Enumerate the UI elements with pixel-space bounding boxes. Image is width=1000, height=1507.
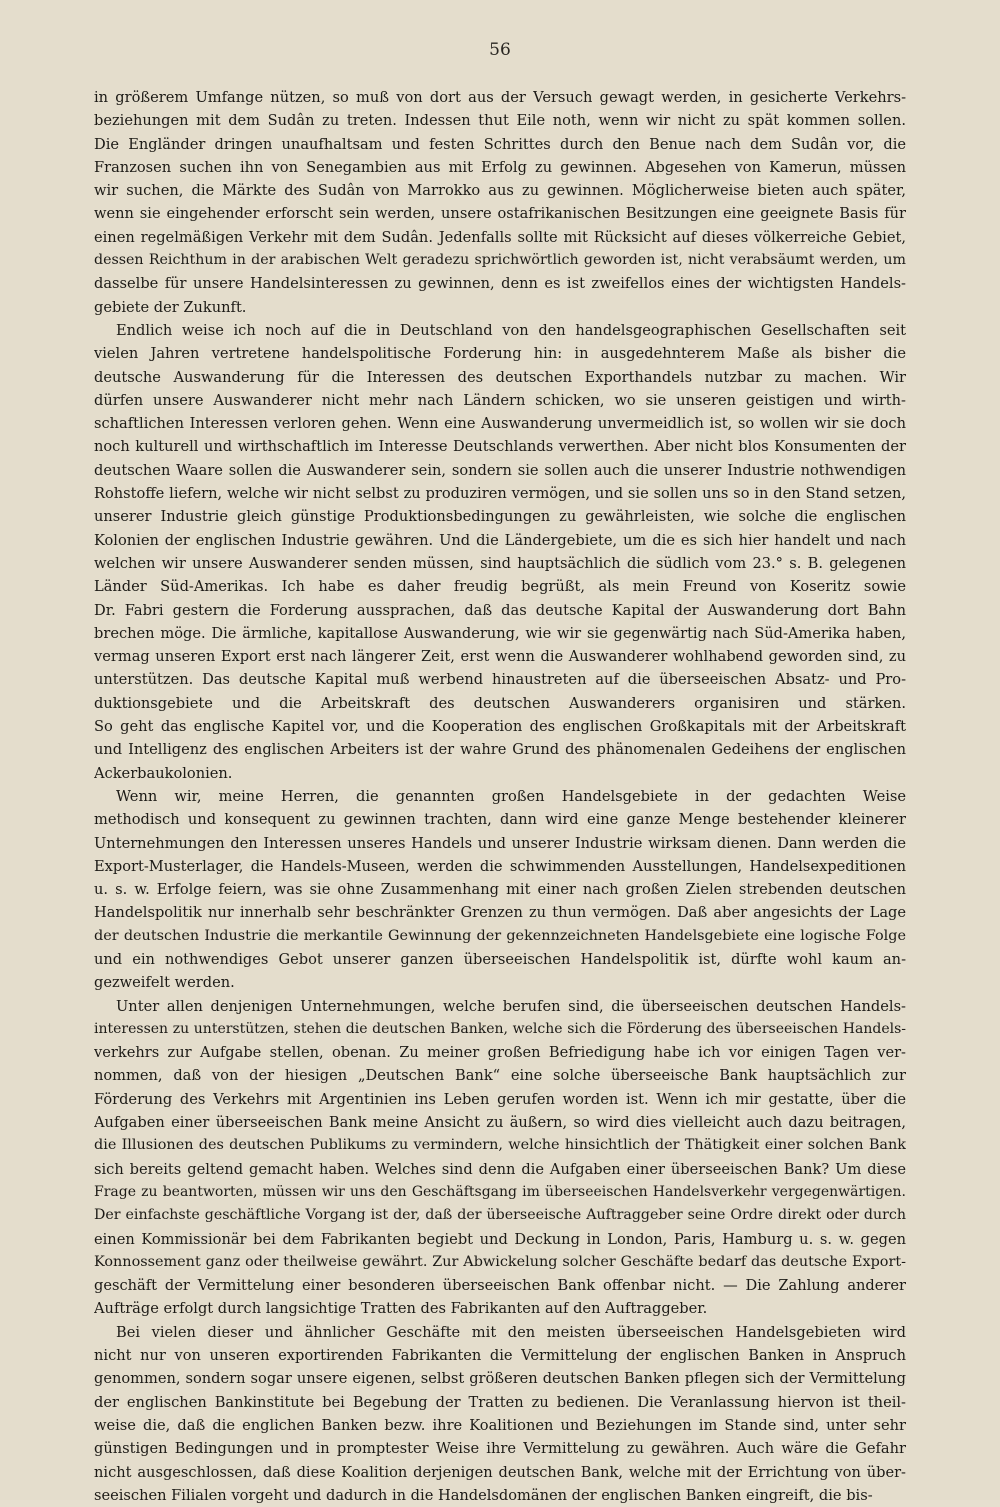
text-line: Bei vielen dieser und ähnlicher Geschäfte mit den meisten überseeischen Handelsgebieten wird <box>116 1323 906 1341</box>
paragraph <box>94 785 906 995</box>
text-line: Dr. Fabri gestern die Forderung aussprachen, daß das deutsche Kapital der Auswanderung dort Bahn <box>94 601 906 619</box>
page-number: 56 <box>489 40 511 60</box>
text-line: brechen möge. Die ärmliche, kapitallose Auswanderung, wie wir sie gegenwärtig nach Süd-Amerika haben, <box>94 624 906 642</box>
text-line: Unter allen denjenigen Unternehmungen, welche berufen sind, die überseeischen deutschen Handels- <box>116 997 906 1015</box>
text-line: Unternehmungen den Interessen unseres Handels und unserer Industrie wirksam dienen. Dann werden die <box>94 834 906 852</box>
text-line: vielen Jahren vertretene handelspolitische Forderung hin: in ausgedehnterem Maße als bisher die <box>94 345 906 363</box>
text-line: u. s. w. Erfolge feiern, was sie ohne Zusammenhang mit einer nach großen Zielen strebenden deutschen <box>94 881 906 899</box>
text-line: genommen, sondern sogar unsere eigenen, selbst größeren deutschen Banken pflegen sich der Vermittelung <box>94 1370 906 1388</box>
text-line: unserer Industrie gleich günstige Produktionsbedingungen zu gewährleisten, wie solche die englischen <box>94 508 906 526</box>
text-line: Wenn wir, meine Herren, die genannten großen Handelsgebiete in der gedachten Weise <box>116 787 906 805</box>
text-line: dessen Reichthum in der arabischen Welt geradezu sprichwörtlich geworden ist, nicht verabsäumt werden, um <box>94 252 906 269</box>
text-line: Kolonien der englischen Industrie gewähren. Und die Ländergebiete, um die es sich hier handelt und nach <box>94 531 906 549</box>
text-line: Der einfachste geschäftliche Vorgang ist der, daß der überseeische Auftraggeber seine Ordre direkt oder durch <box>94 1207 906 1224</box>
paragraph <box>94 995 906 1321</box>
text-line: welchen wir unsere Auswanderer senden müssen, sind hauptsächlich die südlich vom 23.° s. B. gelegenen <box>94 554 906 572</box>
text-line: methodisch und konsequent zu gewinnen trachten, dann wird eine ganze Menge bestehender kleinerer <box>94 811 906 829</box>
text-line: der englischen Bankinstitute bei Begebung der Tratten zu bedienen. Die Veranlassung hiervon ist theil- <box>94 1393 906 1411</box>
text-line: schaftlichen Interessen verloren gehen. Wenn eine Auswanderung unvermeidlich ist, so wollen wir sie doch <box>94 415 906 433</box>
text-line: Aufgaben einer überseeischen Bank meine Ansicht zu äußern, so wird dies vielleicht auch dazu beitragen, <box>94 1114 906 1132</box>
text-line: dürfen unsere Auswanderer nicht mehr nach Ländern schicken, wo sie unseren geistigen und wirth- <box>94 391 906 409</box>
text-line: gebiete der Zukunft. <box>94 298 247 316</box>
text-line: Endlich weise ich noch auf die in Deutschland von den handelsgeographischen Gesellschaften seit <box>116 321 906 339</box>
text-line: nommen, daß von der hiesigen „Deutschen Bank“ eine solche überseeische Bank hauptsächlich zur <box>94 1067 906 1085</box>
body-text <box>94 86 906 1507</box>
text-line: wenn sie eingehender erforscht sein werden, unsere ostafrikanischen Besitzungen eine geeignete Basis für <box>94 205 906 223</box>
text-line: wir suchen, die Märkte des Sudân von Marrokko aus zu gewinnen. Möglicherweise bieten auch später, <box>94 182 906 200</box>
text-line: günstigen Bedingungen und in promptester Weise ihre Vermittelung zu gewähren. Auch wäre die Gefahr <box>94 1440 906 1458</box>
text-line: sich bereits geltend gemacht haben. Welches sind denn die Aufgaben einer überseeischen Bank? Um diese <box>94 1160 906 1178</box>
text-line: nicht ausgeschlossen, daß diese Koalition derjenigen deutschen Bank, welche mit der Errichtung von über- <box>94 1463 906 1481</box>
text-line: weise die, daß die englichen Banken bezw. ihre Koalitionen und Beziehungen im Stande sind, unter sehr <box>94 1416 906 1434</box>
paragraph <box>94 319 906 785</box>
text-line: Förderung des Verkehrs mit Argentinien ins Leben gerufen worden ist. Wenn ich mir gestatte, über die <box>94 1090 906 1108</box>
text-line: und Intelligenz des englischen Arbeiters ist der wahre Grund des phänomenalen Gedeihens der englischen <box>94 741 906 759</box>
text-line: Rohstoffe liefern, welche wir nicht selbst zu produziren vermögen, und sie sollen uns so in den Stand setzen, <box>94 485 906 503</box>
text-line: Die Engländer dringen unaufhaltsam und festen Schrittes durch den Benue nach dem Sudân vor, die <box>94 135 906 153</box>
text-line: gezweifelt werden. <box>94 974 235 992</box>
text-line: Frage zu beantworten, müssen wir uns den Geschäftsgang im überseeischen Handelsverkehr vergegenwärtigen. <box>94 1183 906 1200</box>
text-line: der deutschen Industrie die merkantile Gewinnung der gekennzeichneten Handelsgebiete eine logische Folge <box>94 927 906 944</box>
text-line: in größerem Umfange nützen, so muß von dort aus der Versuch gewagt werden, in gesicherte Verkehrs- <box>94 89 906 106</box>
paragraph <box>94 1321 906 1507</box>
text-line: geschäft der Vermittelung einer besonderen überseeischen Bank offenbar nicht. — Die Zahlung anderer <box>94 1277 906 1295</box>
text-line: Länder Süd-Amerikas. Ich habe es daher freudig begrüßt, als mein Freund von Koseritz sowie <box>94 578 906 596</box>
text-line: noch kulturell und wirthschaftlich im Interesse Deutschlands verwerthen. Aber nicht blos Konsumenten der <box>94 438 906 456</box>
text-line: nicht nur von unseren exportirenden Fabrikanten die Vermittelung der englischen Banken in Anspruch <box>94 1347 906 1365</box>
text-line: beziehungen mit dem Sudân zu treten. Indessen thut Eile noth, wenn wir nicht zu spät kommen sollen. <box>94 112 906 130</box>
text-line: Franzosen suchen ihn von Senegambien aus mit Erfolg zu gewinnen. Abgesehen von Kamerun, müssen <box>94 158 906 176</box>
text-line: interessen zu unterstützen, stehen die deutschen Banken, welche sich die Förderung des überseeischen Handels- <box>94 1020 906 1037</box>
text-line: und ein nothwendiges Gebot unserer ganzen überseeischen Handelspolitik ist, dürfte wohl kaum an- <box>94 950 906 968</box>
text-line: seeischen Filialen vorgeht und dadurch in die Handelsdomänen der englischen Banken eingreift, die bis- <box>94 1486 873 1504</box>
text-line: dasselbe für unsere Handelsinteressen zu gewinnen, denn es ist zweifellos eines der wichtigsten Handels- <box>94 275 906 293</box>
paragraph <box>94 86 906 319</box>
text-line: einen Kommissionär bei dem Fabrikanten begiebt und Deckung in London, Paris, Hamburg u. s. w. gegen <box>94 1230 906 1248</box>
text-line: die Illusionen des deutschen Publikums zu vermindern, welche hinsichtlich der Thätigkeit einer solchen Bank <box>94 1137 906 1154</box>
text-line: Ackerbaukolonien. <box>94 764 233 782</box>
text-line: Konnossement ganz oder theilweise gewährt. Zur Abwickelung solcher Geschäfte bedarf das deutsche Export- <box>94 1253 906 1270</box>
text-line: verkehrs zur Aufgabe stellen, obenan. Zu meiner großen Befriedigung habe ich vor einigen Tagen ver- <box>94 1044 906 1062</box>
text-line: Handelspolitik nur innerhalb sehr beschränkter Grenzen zu thun vermögen. Daß aber angesichts der Lage <box>94 904 906 922</box>
text-line: vermag unseren Export erst nach längerer Zeit, erst wenn die Auswanderer wohlhabend geworden sind, zu <box>94 648 906 666</box>
text-line: unterstützen. Das deutsche Kapital muß werbend hinaustreten auf die überseeischen Absatz- und Pro- <box>94 671 906 689</box>
text-line: deutschen Waare sollen die Auswanderer sein, sondern sie sollen auch die unserer Industrie nothwendigen <box>94 461 906 479</box>
text-line: So geht das englische Kapitel vor, und die Kooperation des englischen Großkapitals mit der Arbeitskraft <box>94 718 906 736</box>
text-line: duktionsgebiete und die Arbeitskraft des deutschen Auswanderers organisiren und stärken. <box>94 694 906 712</box>
text-line: Export-Musterlager, die Handels-Museen, werden die schwimmenden Ausstellungen, Handelsexpeditionen <box>94 857 906 875</box>
text-line: deutsche Auswanderung für die Interessen des deutschen Exporthandels nutzbar zu machen. Wir <box>94 368 906 386</box>
text-line: Aufträge erfolgt durch langsichtige Tratten des Fabrikanten auf den Auftraggeber. <box>94 1300 708 1318</box>
text-line: einen regelmäßigen Verkehr mit dem Sudân. Jedenfalls sollte mit Rücksicht auf dieses völkerreiche Gebiet, <box>94 228 906 246</box>
